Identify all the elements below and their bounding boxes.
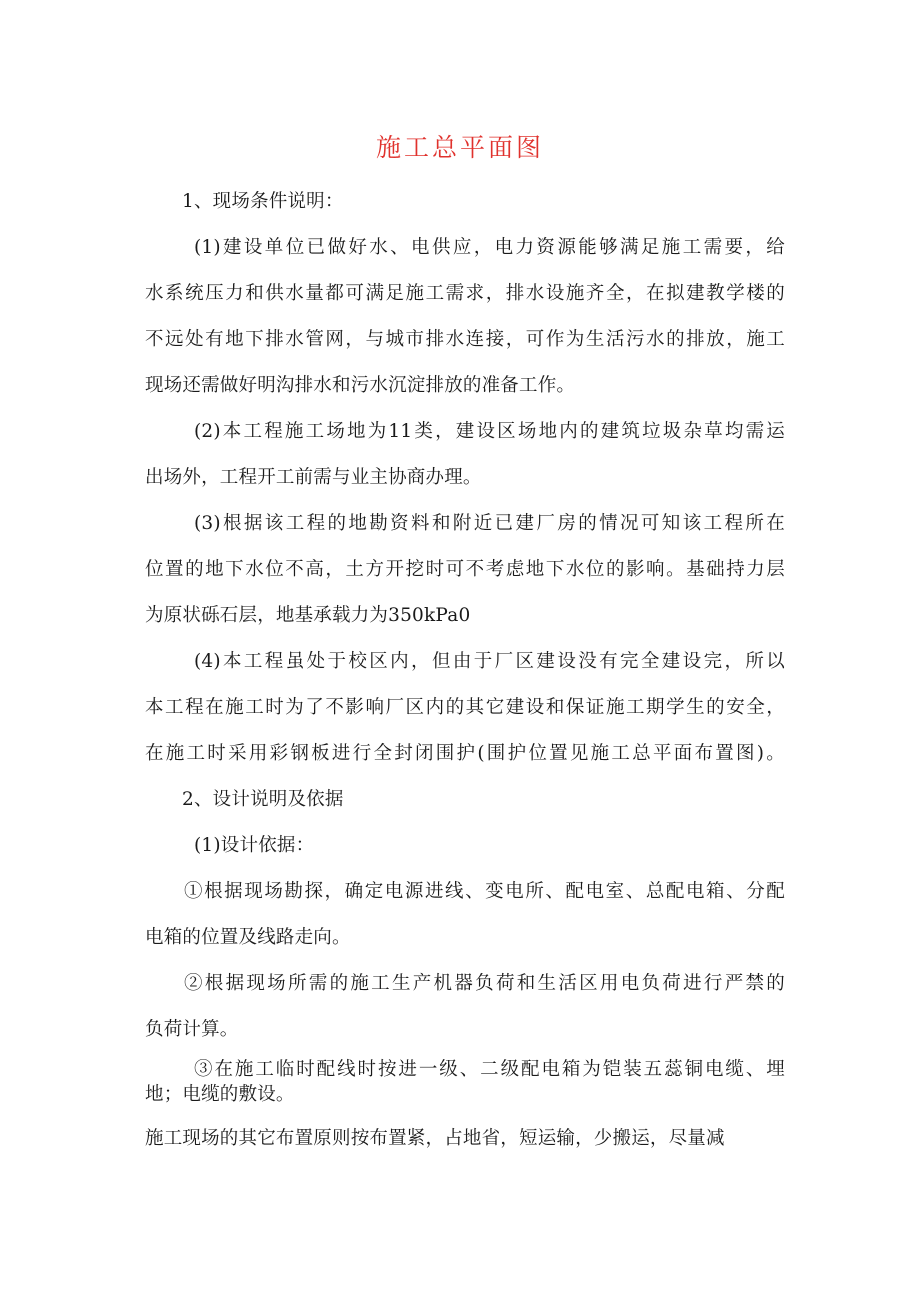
paragraph-line: (4)本工程虽处于校区内，但由于厂区建设没有完全建设完，所以 bbox=[194, 651, 785, 672]
paragraph-line: 施工现场的其它布置原则按布置紧，占地省，短运输，少搬运，尽量减 bbox=[145, 1128, 725, 1149]
paragraph-line: (1)建设单位已做好水、电供应，电力资源能够满足施工需要，给 bbox=[194, 237, 785, 258]
paragraph-line: 为原状砾石层，地基承载力为350kPa0 bbox=[145, 605, 471, 626]
paragraph-line: 电箱的位置及线路走向。 bbox=[145, 927, 351, 948]
paragraph-line: 位置的地下水位不高，土方开挖时可不考虑地下水位的影响。基础持力层 bbox=[145, 559, 785, 580]
paragraph-line: 负荷计算。 bbox=[145, 1019, 239, 1040]
paragraph-line: (3)根据该工程的地勘资料和附近已建厂房的情况可知该工程所在 bbox=[194, 513, 785, 534]
subsection-heading: (1)设计依据： bbox=[194, 835, 315, 856]
paragraph-line: 水系统压力和供水量都可满足施工需求，排水设施齐全，在拟建教学楼的 bbox=[145, 283, 785, 304]
paragraph-line: 本工程在施工时为了不影响厂区内的其它建设和保证施工期学生的安全， bbox=[145, 697, 785, 718]
paragraph-line: 在施工时采用彩钢板进行全封闭围护(围护位置见施工总平面布置图)。 bbox=[145, 743, 785, 764]
paragraph-line: ②根据现场所需的施工生产机器负荷和生活区用电负荷进行严禁的 bbox=[184, 973, 785, 994]
paragraph-line: 现场还需做好明沟排水和污水沉淀排放的准备工作。 bbox=[145, 375, 576, 396]
section-heading-1: 1、现场条件说明： bbox=[182, 191, 344, 212]
paragraph-line: 出场外，工程开工前需与业主协商办理。 bbox=[145, 467, 482, 488]
paragraph-line: 不远处有地下排水管网，与城市排水连接，可作为生活污水的排放，施工 bbox=[145, 329, 785, 350]
paragraph-line: 地；电缆的敷设。 bbox=[145, 1084, 295, 1105]
paragraph-line: ③在施工临时配线时按进一级、二级配电箱为铠装五蕊铜电缆、埋 bbox=[194, 1059, 785, 1080]
paragraph-line: (2)本工程施工场地为11类，建设区场地内的建筑垃圾杂草均需运 bbox=[194, 421, 785, 442]
paragraph-line: ①根据现场勘探，确定电源进线、变电所、配电室、总配电箱、分配 bbox=[184, 881, 785, 902]
page-title: 施工总平面图 bbox=[375, 133, 544, 162]
section-heading-2: 2、设计说明及依据 bbox=[182, 789, 344, 810]
